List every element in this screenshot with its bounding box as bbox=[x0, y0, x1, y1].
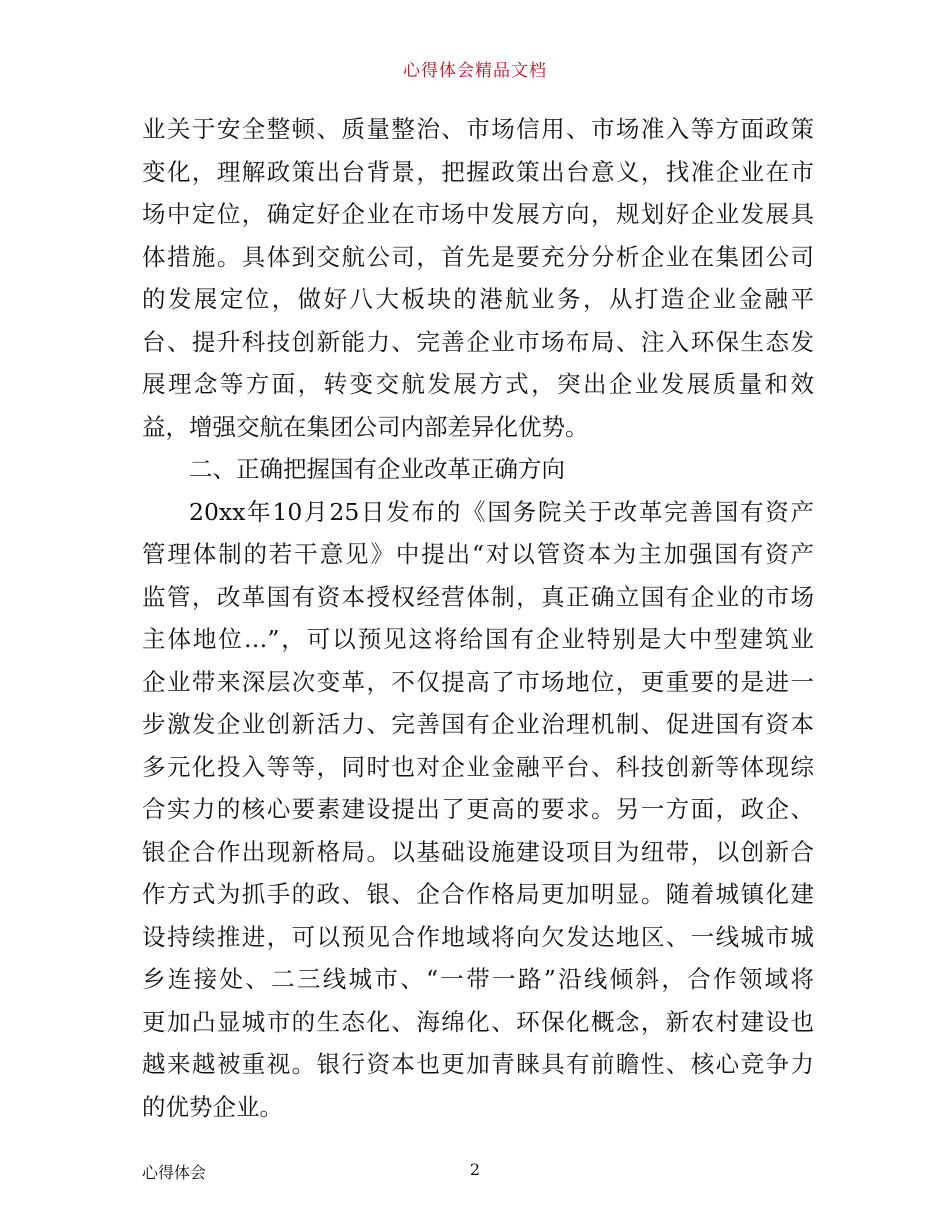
body-line: 益，增强交航在集团公司内部差异化优势。 bbox=[142, 412, 589, 441]
body-line: 设持续推进，可以预见合作地域将向欠发达地区、一线城市城 bbox=[142, 922, 814, 951]
body-line: 银企合作出现新格局。以基础设施建设项目为纽带，以创新合 bbox=[142, 837, 814, 866]
body-line: 管理体制的若干意见》中提出“对以管资本为主加强国有资产 bbox=[142, 540, 814, 568]
body-line: 多元化投入等等，同时也对企业金融平台、科技创新等体现综 bbox=[142, 752, 814, 781]
body-line: 台、提升科技创新能力、完善企业市场布局、注入环保生态发 bbox=[142, 327, 814, 356]
page-number: 2 bbox=[469, 1160, 481, 1179]
document-header: 心得体会精品文档 bbox=[403, 61, 547, 81]
footer-label: 心得体会 bbox=[142, 1163, 207, 1182]
body-line: 监管，改革国有资本授权经营体制，真正确立国有企业的市场 bbox=[142, 582, 814, 611]
body-line: 展理念等方面，转变交航发展方式，突出企业发展质量和效 bbox=[142, 370, 814, 398]
body-line: 业关于安全整顿、质量整治、市场信用、市场准入等方面政策 bbox=[142, 115, 814, 143]
body-line: 主体地位…”，可以预见这将给国有企业特别是大中型建筑业 bbox=[142, 625, 814, 653]
body-line: 变化，理解政策出台背景，把握政策出台意义，找准企业在市 bbox=[142, 157, 814, 186]
body-line: 作方式为抓手的政、银、企合作格局更加明显。随着城镇化建 bbox=[142, 880, 814, 908]
body-line: 企业带来深层次变革，不仅提高了市场地位，更重要的是进一 bbox=[142, 667, 814, 696]
body-line: 步激发企业创新活力、完善国有企业治理机制、促进国有资本 bbox=[142, 710, 814, 738]
body-line: 的优势企业。 bbox=[142, 1092, 283, 1121]
body-line: 乡连接处、二三线城市、“一带一路”沿线倾斜，合作领域将 bbox=[142, 965, 814, 993]
section-heading: 二、正确把握国有企业改革正确方向 bbox=[189, 455, 565, 483]
body-line: 更加凸显城市的生态化、海绵化、环保化概念，新农村建设也 bbox=[142, 1007, 814, 1036]
document-body bbox=[142, 108, 814, 1128]
body-line: 的发展定位，做好八大板块的港航业务，从打造企业金融平 bbox=[142, 285, 814, 313]
body-line: 场中定位，确定好企业在市场中发展方向，规划好企业发展具 bbox=[142, 200, 814, 228]
body-line: 越来越被重视。银行资本也更加青睐具有前瞻性、核心竞争力 bbox=[142, 1050, 814, 1078]
body-line: 合实力的核心要素建设提出了更高的要求。另一方面，政企、 bbox=[142, 795, 814, 823]
body-line: 20xx年10月25日发布的《国务院关于改革完善国有资产 bbox=[189, 497, 814, 526]
body-line: 体措施。具体到交航公司，首先是要充分分析企业在集团公司 bbox=[142, 242, 814, 271]
